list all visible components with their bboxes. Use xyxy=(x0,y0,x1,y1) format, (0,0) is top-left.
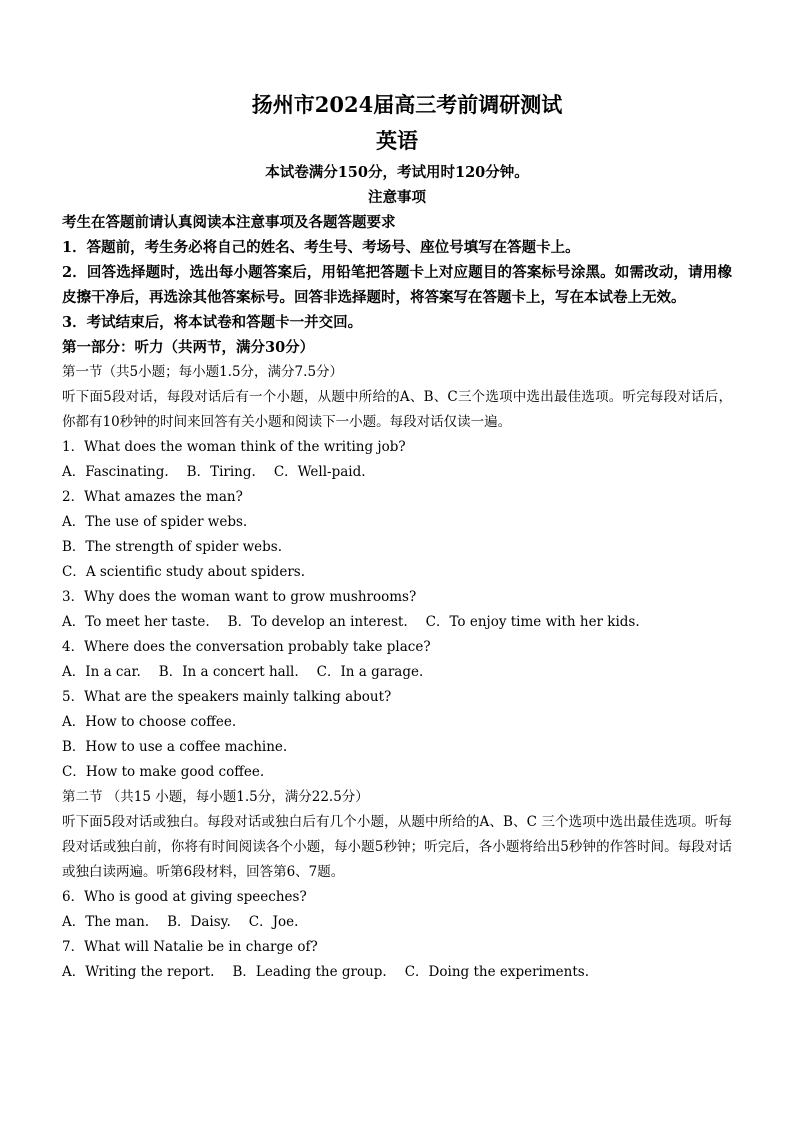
question-6-option-b: B．Daisy. xyxy=(167,914,231,930)
question-7-option-a: A．Writing the report. xyxy=(62,964,215,980)
question-2-option-c: C．A scientific study about spiders. xyxy=(62,564,305,580)
question-7-option-b: B．Leading the group. xyxy=(232,964,387,980)
exam-title: 扬州市2024届高三考前调研测试 xyxy=(251,92,563,117)
question-1-option-c: C．Well-paid. xyxy=(273,464,366,480)
question-1-option-a: A．Fascinating. xyxy=(62,464,169,480)
question-6-options xyxy=(62,910,732,935)
question-6-stem: 6．Who is good at giving speeches? xyxy=(62,889,307,905)
question-2-option-a: A．The use of spider webs. xyxy=(62,514,248,530)
question-5-option-a: A．How to choose coffee. xyxy=(62,714,237,730)
question-3-option-b: B．To develop an interest. xyxy=(227,614,408,630)
question-4-option-c: C．In a garage. xyxy=(316,664,424,680)
instruction-item-3: 3．考试结束后，将本试卷和答题卡一并交回。 xyxy=(62,314,363,331)
question-7-option-c: C．Doing the experiments. xyxy=(404,964,589,980)
question-2-option-b: B．The strength of spider webs. xyxy=(62,539,283,555)
question-5-option-b: B．How to use a coffee machine. xyxy=(62,739,288,755)
question-1-option-b: B．Tiring. xyxy=(186,464,256,480)
question-2-stem: 2．What amazes the man? xyxy=(62,489,243,505)
instruction-item-2: 2．回答选择题时，选出每小题答案后，用铅笔把答题卡上对应题目的答案标号涂黑。如需改动，请用橡皮擦干净后，再选涂其他答案标号。回答非选择题时，将答案写在答题卡上，写在本试卷上无效。 xyxy=(62,264,732,306)
question-7-stem: 7．What will Natalie be in charge of? xyxy=(62,939,318,955)
question-6-option-c: C．Joe. xyxy=(248,914,299,930)
question-1-options xyxy=(62,460,732,485)
subject-title: 英语 xyxy=(376,128,418,153)
section2-title: 第二节 （共15 小题，每小题1.5分，满分22.5分） xyxy=(62,789,369,805)
question-4-option-a: A．In a car. xyxy=(62,664,141,680)
question-5-stem: 5．What are the speakers mainly talking about? xyxy=(62,689,392,705)
section1-directions: 听下面5段对话，每段对话后有一个小题，从题中所给的A、B、C三个选项中选出最佳选项。听完每段对话后，你都有10秒钟的时间来回答有关小题和阅读下一小题。每段对话仅读一遍。 xyxy=(62,389,732,430)
instruction-item-1: 1．答题前，考生务必将自己的姓名、考生号、考场号、座位号填写在答题卡上。 xyxy=(62,239,580,256)
question-3-option-c: C．To enjoy time with her kids. xyxy=(425,614,640,630)
question-3-options xyxy=(62,610,732,635)
section1-title: 第一节（共5小题；每小题1.5分，满分7.5分） xyxy=(62,364,344,380)
question-6-option-a: A．The man. xyxy=(62,914,150,930)
part1-title: 第一部分：听力（共两节，满分30分） xyxy=(62,339,315,356)
score-note: 本试卷满分150分，考试用时120分钟。 xyxy=(265,164,529,181)
question-5-option-c: C．How to make good coffee. xyxy=(62,764,265,780)
question-7-options xyxy=(62,960,732,985)
question-4-stem: 4．Where does the conversation probably take place? xyxy=(62,639,431,655)
question-3-option-a: A．To meet her taste. xyxy=(62,614,210,630)
section2-directions: 听下面5段对话或独白。每段对话或独白后有几个小题，从题中所给的A、B、C 三个选项中选出最佳选项。听每段对话或独白前，你将有时间阅读各个小题，每小题5秒钟；听完后，各小题将给出5秒钟的作答时间。每段对话或独白读两遍。听第6段材料，回答第6、7题。 xyxy=(62,814,732,880)
question-1-stem: 1．What does the woman think of the writing job? xyxy=(62,439,406,455)
notice-title: 注意事项 xyxy=(368,189,426,206)
instructions-intro: 考生在答题前请认真阅读本注意事项及各题答题要求 xyxy=(62,214,396,231)
question-4-option-b: B．In a concert hall. xyxy=(158,664,299,680)
question-3-stem: 3．Why does the woman want to grow mushrooms? xyxy=(62,589,417,605)
question-4-options xyxy=(62,660,732,685)
